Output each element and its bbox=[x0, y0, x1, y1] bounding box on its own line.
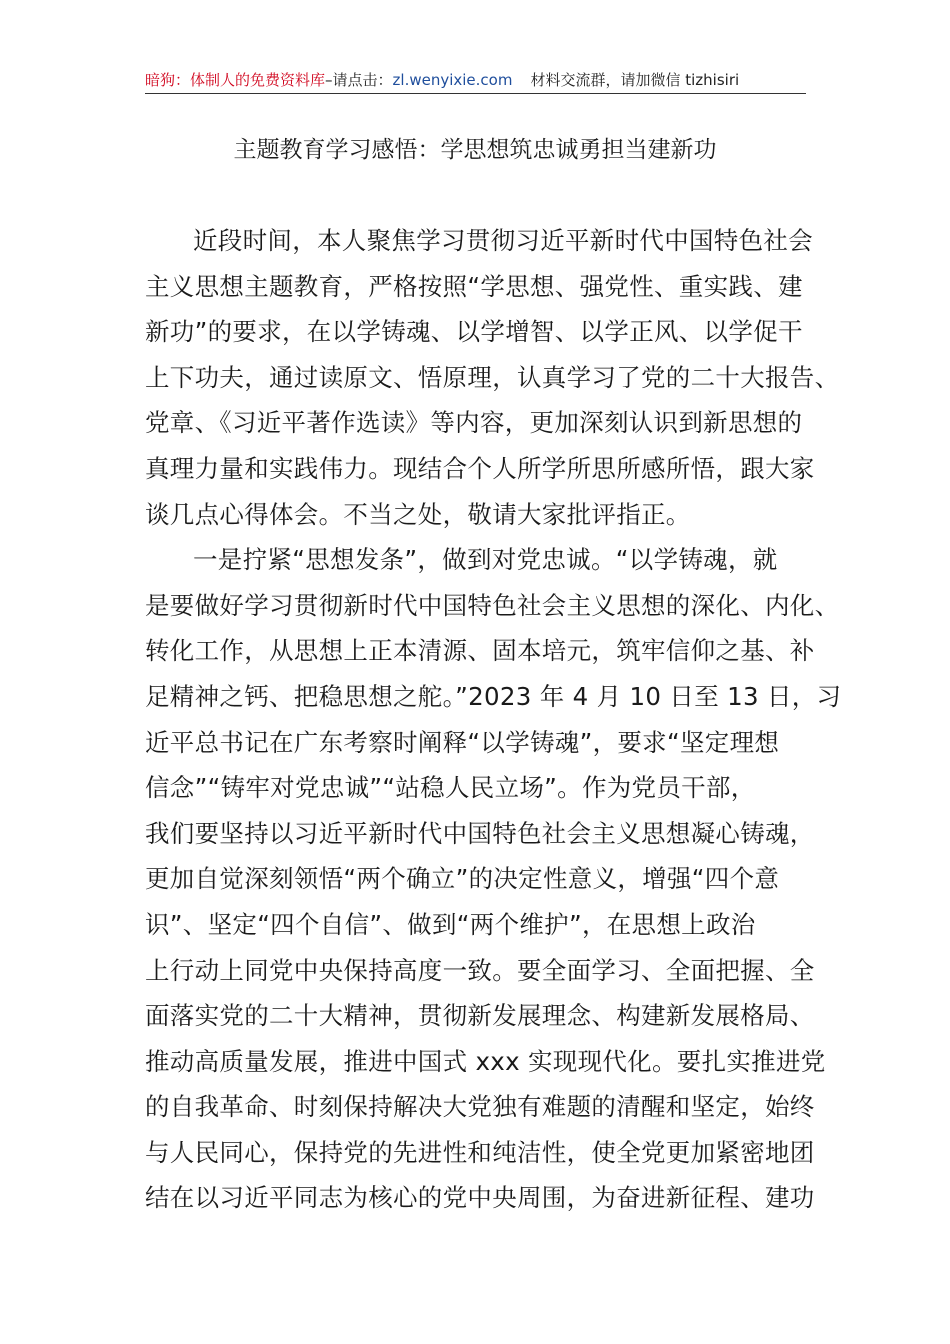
body-line: 是要做好学习贯彻新时代中国特色社会主义思想的深化、内化、 bbox=[145, 590, 840, 620]
document-title: 主题教育学习感悟：学思想筑忠诚勇担当建新功 bbox=[233, 137, 717, 163]
document-body bbox=[145, 218, 842, 1221]
body-line: 党章、《习近平著作选读》等内容，更加深刻认识到新思想的 bbox=[145, 408, 803, 438]
body-line: 信念”“铸牢对党忠诚”“站稳人民立场”。作为党员干部， bbox=[145, 773, 756, 803]
body-line: 主义思想主题教育，严格按照“学思想、强党性、重实践、建 bbox=[145, 271, 803, 301]
body-line: 与人民同心，保持党的先进性和纯洁性，使全党更加紧密地团 bbox=[145, 1137, 815, 1167]
body-line: 真理力量和实践伟力。现结合个人所学所思所感所悟，跟大家 bbox=[145, 453, 815, 483]
body-line: 近平总书记在广东考察时阐释“以学铸魂”，要求“坚定理想 bbox=[145, 727, 780, 757]
promo-text: 暗狗：体制人的免费资料库 bbox=[145, 71, 326, 89]
group-note: 材料交流群，请加微信 tizhisiri bbox=[530, 71, 740, 89]
body-line: 推动高质量发展，推进中国式 xxx 实现现代化。要扎实推进党 bbox=[145, 1046, 826, 1076]
body-line: 足精神之钙、把稳思想之舵。”2023 年 4 月 10 日至 13 日，习 bbox=[145, 681, 842, 711]
site-link[interactable]: zl.wenyixie.com bbox=[392, 71, 513, 89]
body-line: 的自我革命、时刻保持解决大党独有难题的清醒和坚定，始终 bbox=[145, 1092, 815, 1122]
body-line: 转化工作，从思想上正本清源、固本培元，筑牢信仰之基、补 bbox=[145, 636, 815, 666]
body-line: 一是拧紧“思想发条”，做到对党忠诚。“以学铸魂，就 bbox=[193, 545, 778, 575]
body-line: 上下功夫，通过读原文、悟原理，认真学习了党的二十大报告、 bbox=[145, 362, 840, 392]
header-divider bbox=[145, 93, 806, 94]
body-line: 近段时间，本人聚焦学习贯彻习近平新时代中国特色社会 bbox=[193, 226, 813, 255]
body-line: 面落实党的二十大精神，贯彻新发展理念、构建新发展格局、 bbox=[145, 1001, 815, 1031]
body-line: 更加自觉深刻领悟“两个确立”的决定性意义，增强“四个意 bbox=[145, 864, 780, 894]
click-prefix: –请点击： bbox=[325, 71, 393, 89]
page-header bbox=[145, 66, 805, 94]
body-line: 新功”的要求，在以学铸魂、以学增智、以学正风、以学促干 bbox=[145, 317, 803, 347]
body-line: 识”、坚定“四个自信”、做到“两个维护”，在思想上政治 bbox=[145, 909, 756, 939]
body-line: 上行动上同党中央保持高度一致。要全面学习、全面把握、全 bbox=[145, 955, 815, 985]
body-line: 我们要坚持以习近平新时代中国特色社会主义思想凝心铸魂， bbox=[145, 818, 815, 848]
body-line: 谈几点心得体会。不当之处，敬请大家批评指正。 bbox=[145, 499, 691, 529]
body-line: 结在以习近平同志为核心的党中央周围，为奋进新征程、建功 bbox=[145, 1183, 815, 1213]
